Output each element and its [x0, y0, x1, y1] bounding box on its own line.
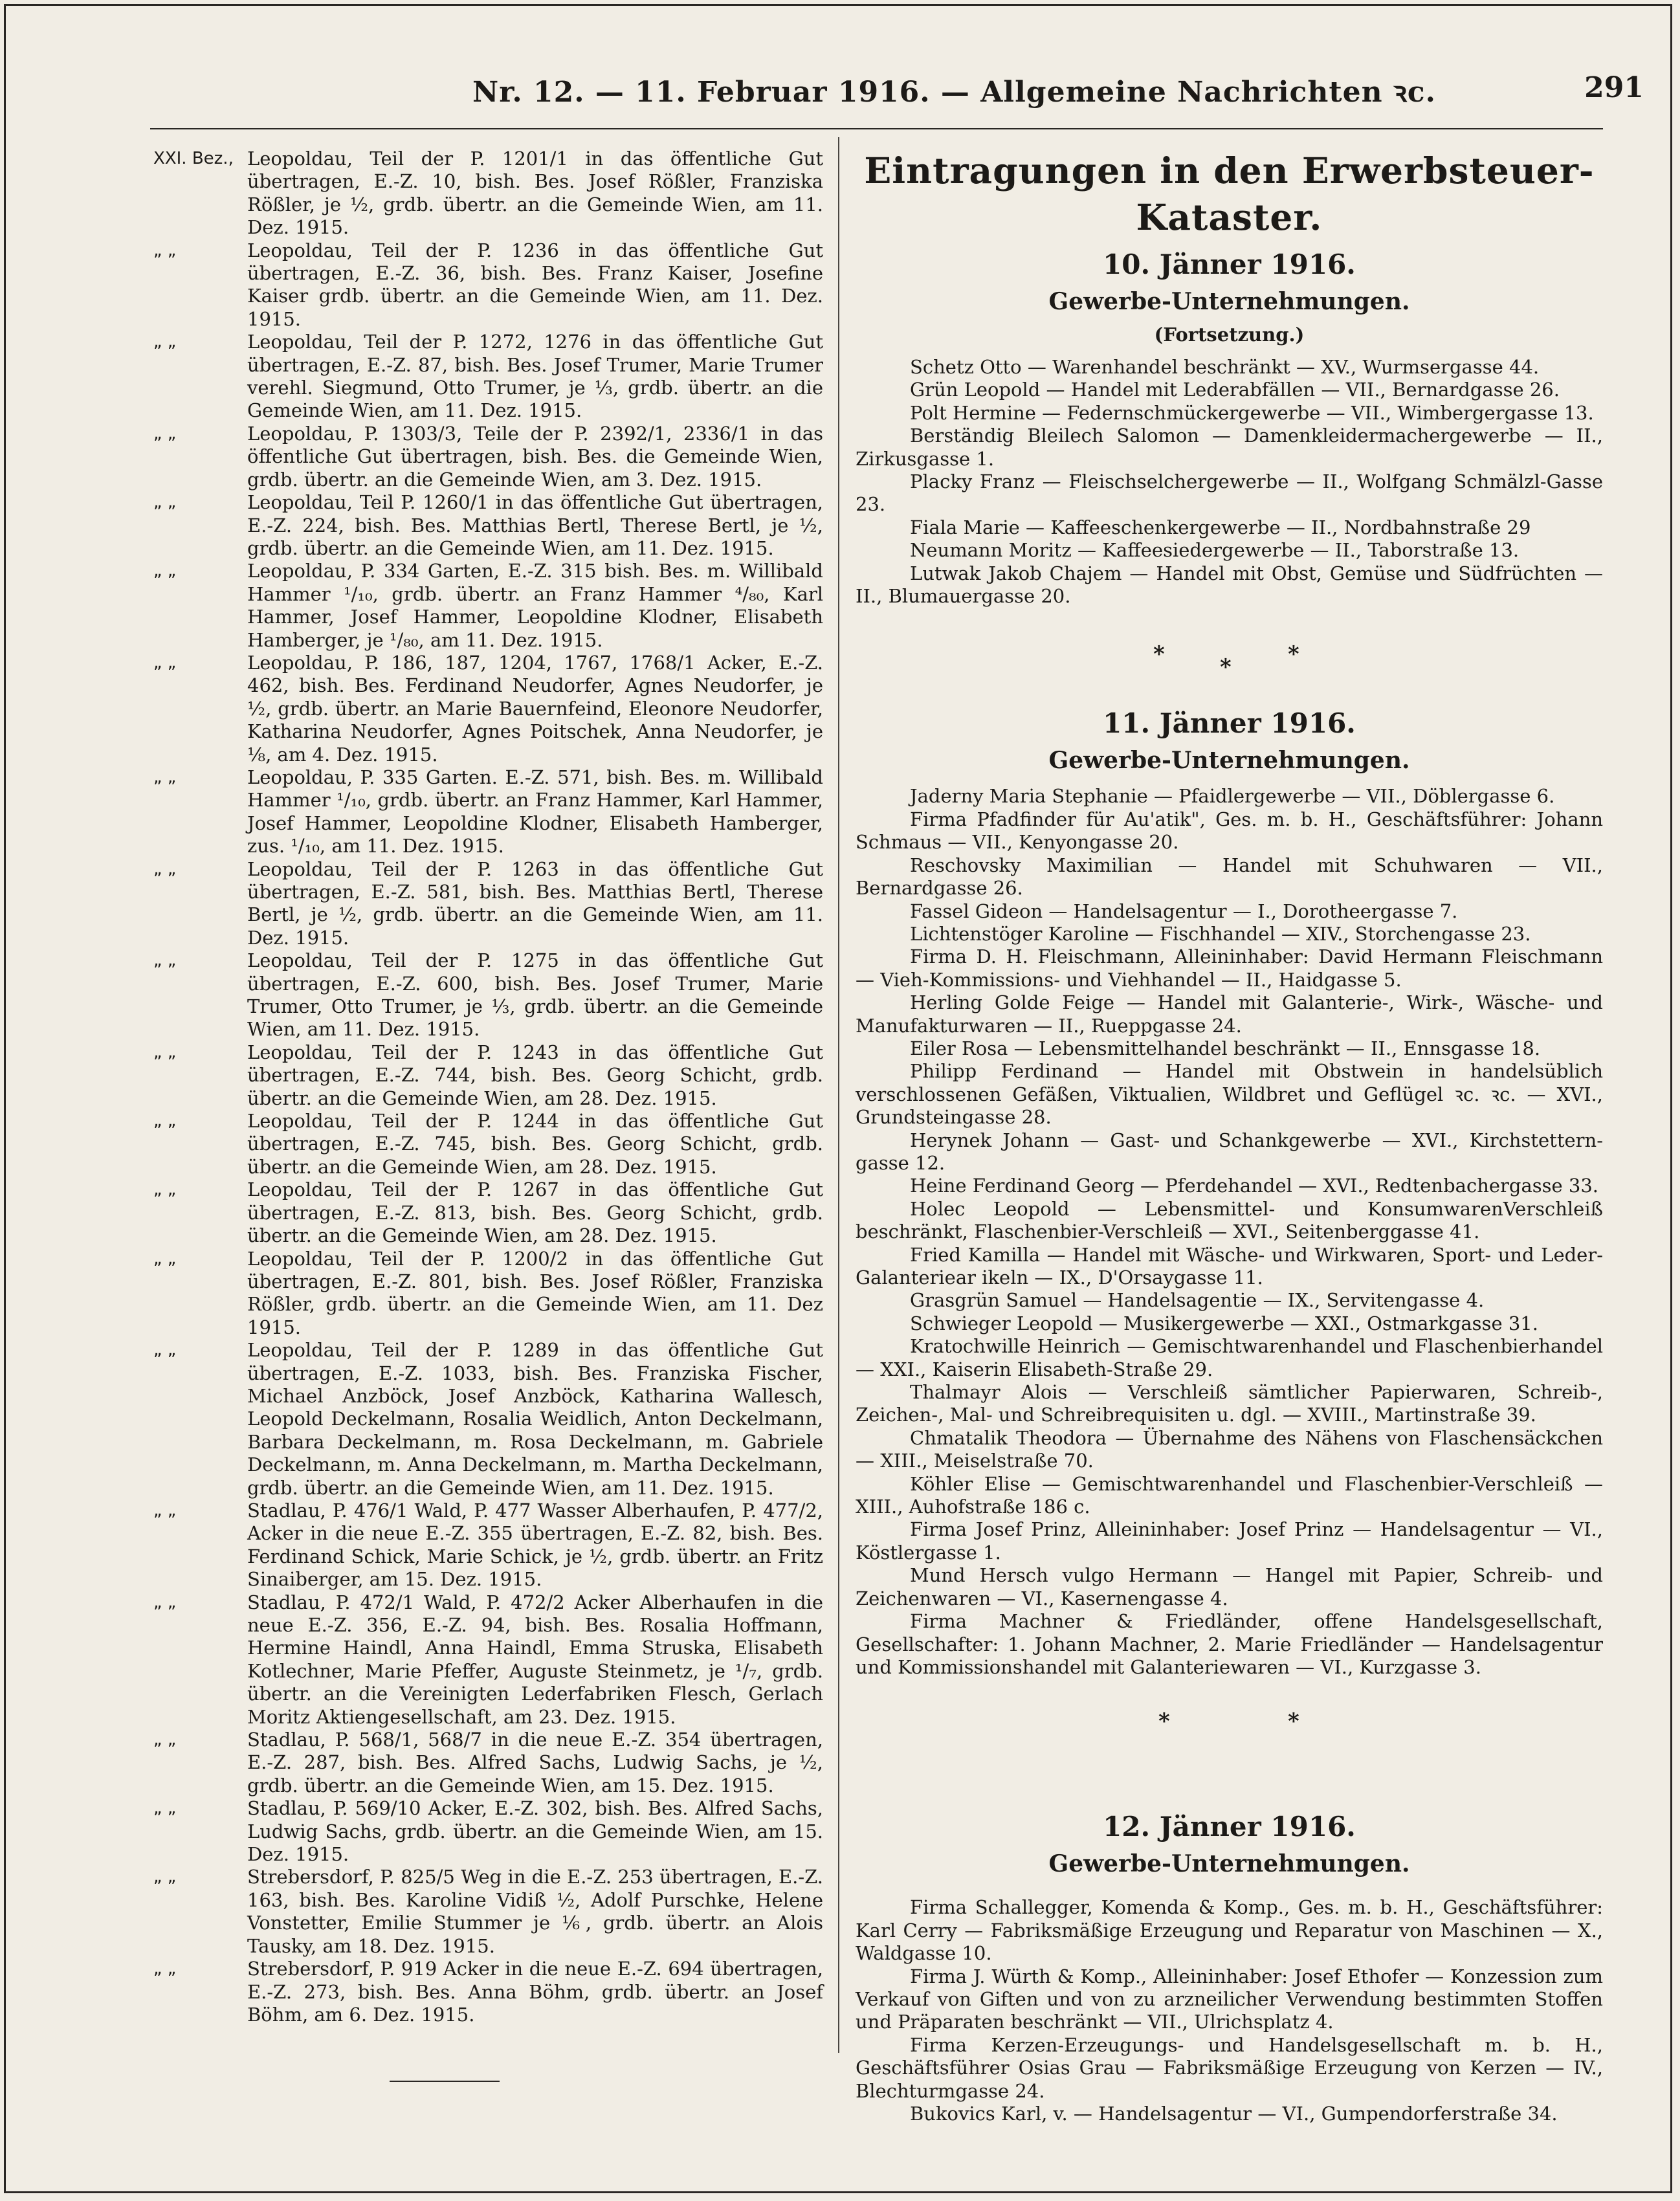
land-entry [150, 1339, 823, 1499]
tax-entry: Grün Leopold — Handel mit Lederabfällen — VII., Bernardgasse 26. [910, 379, 1560, 401]
entry-text: Leopoldau, P. 186, 187, 1204, 1767, 1768/1 Acker, E.-Z. 462, bish. Bes. Ferdinand Neudorfer, Agnes Neudorfer, je ½, grdb. übertr. an Marie Bauernfeind, Eleonore Neudorfer, Katharina Neudorfer, Agnes Poitschek, Anna Neudorfer, je ⅛, am 4. Dez. 1915. [247, 651, 823, 766]
entry-district-prefix: „ „ [153, 1340, 177, 1360]
land-entry [150, 560, 823, 652]
tax-entry: Bukovics Karl, v. — Handelsagentur — VI., Gumpendorferstraße 34. [910, 2102, 1558, 2125]
land-entry [150, 1248, 823, 1340]
entry-text: Stadlau, P. 472/1 Wald, P. 472/2 Acker Alberhaufen in die neue E.-Z. 356, E.-Z. 94, bish. Bes. Rosalia Hoffmann, Hermine Haindl, Anna Haindl, Emma Struska, Elisabeth Kotlechner, Marie Pfeffer, Auguste Steinmetz, je ¹/₇, grdb. übertr. an die Vereinigten Lederfabriken Flesch, Gerlach Moritz Aktiengesellschaft, am 23. Dez. 1915. [247, 1591, 823, 1728]
entry-district-prefix: „ „ [153, 240, 177, 260]
entry-text: Leopoldau, Teil der P. 1267 in das öffentliche Gut übertragen, E.-Z. 813, bish. Bes. Georg Schicht, grdb. übertr. an die Gemeinde Wien, am 28. Dez. 1915. [247, 1178, 823, 1247]
land-entry [150, 766, 823, 858]
main-title: Eintragungen in den Erwerbsteuer-Kataster. [864, 149, 1595, 238]
tax-entry: Jaderny Maria Stephanie — Pfaidlergewerbe — VII., Döblergasse 6. [910, 785, 1555, 808]
entry-district-prefix: „ „ [153, 951, 177, 971]
land-entry [150, 652, 823, 766]
land-entry [150, 491, 823, 560]
land-entry [150, 239, 823, 331]
tax-entry: Firma Kerzen-Erzeugungs- und Handelsgesellschaft m. b. H., Geschäftsführer Osias Grau — Fabriksmäßige Erzeugung von Kerzen — IV., Blechturmgasse 24. [856, 2033, 1603, 2102]
date-heading: 12. Jänner 1916. [1103, 1811, 1356, 1843]
entry-text: Stadlau, P. 568/1, 568/7 in die neue E.-Z. 354 übertragen, E.-Z. 287, bish. Bes. Alfred Sachs, Ludwig Sachs, je ½, grdb. übertr. an die Gemeinde Wien, am 15. Dez. 1915. [247, 1729, 823, 1797]
entry-district-prefix: „ „ [153, 1798, 177, 1819]
land-entry [150, 331, 823, 423]
entry-district-prefix: „ „ [153, 1111, 177, 1131]
page-number: 291 [1584, 71, 1644, 104]
entry-text: Leopoldau, Teil der P. 1201/1 in das öffentliche Gut übertragen, E.-Z. 10, bish. Bes. Josef Rößler, Franziska Rößler, je ½, grdb. übertr. an die Gemeinde Wien, am 11. Dez. 1915. [247, 148, 823, 239]
entry-district-prefix: „ „ [153, 767, 177, 787]
entry-text: Leopoldau, Teil der P. 1200/2 in das öffentliche Gut übertragen, E.-Z. 801, bish. Bes. Josef Rößler, Franziska Rößler, grdb. übertr. an die Gemeinde Wien, am 11. Dez 1915. [247, 1247, 823, 1338]
entry-text: Strebersdorf, P. 919 Acker in die neue E.-Z. 694 übertragen, E.-Z. 273, bish. Bes. Anna Böhm, grdb. übertr. an Josef Böhm, am 6. Dez. 1915. [247, 1958, 823, 2026]
page-header [0, 71, 1680, 110]
header-text: Nr. 12. — 11. Februar 1916. — Allgemeine Nachrichten ꝛc. [472, 76, 1436, 109]
tax-entry: Berständig Bleilech Salomon — Damenkleidermachergewerbe — II., Zirkusgasse 1. [856, 425, 1603, 470]
tax-entry: Firma J. Würth & Komp., Alleininhaber: Josef Ethofer — Konzession zum Verkauf von Giften und von zu arzneilicher Verwendung bestimmten Stoffen und Präparaten beschränkt — VII., Ulrichsplatz 4. [856, 1965, 1603, 2033]
entry-district-prefix: „ „ [153, 859, 177, 879]
tax-entry: Köhler Elise — Gemischtwarenhandel und Flaschenbier-Verschleiß — XIII., Auhofstraße 186 c. [856, 1472, 1603, 1518]
entry-district-prefix: „ „ [153, 1867, 177, 1887]
tax-entry: Neumann Moritz — Kaffeesiedergewerbe — II., Taborstraße 13. [910, 539, 1520, 562]
land-entry [150, 858, 823, 950]
tax-entry: Lichtenstöger Karoline — Fischhandel — XIV., Storchengasse 23. [910, 922, 1531, 945]
land-entry [150, 1797, 823, 1866]
tax-entry: Schetz Otto — Warenhandel beschränkt — XV., Wurmsergasse 44. [910, 356, 1540, 378]
column-divider [838, 137, 839, 2053]
tax-entry: Grasgrün Samuel — Handelsagentie — IX., Servitengasse 4. [910, 1289, 1485, 1312]
date-heading: 11. Jänner 1916. [1103, 707, 1356, 740]
tax-entry: Lutwak Jakob Chajem — Handel mit Obst, Gemüse und Südfrüchten — II., Blumauergasse 20. [856, 562, 1603, 608]
tax-entry: Polt Hermine — Federnschmückergewerbe — VII., Wimbergergasse 13. [910, 401, 1594, 424]
section-title: Gewerbe-Unternehmungen. [1048, 747, 1410, 775]
entry-text: Leopoldau, Teil der P. 1289 in das öffentliche Gut übertragen, E.-Z. 1033, bish. Bes. Franziska Fischer, Michael Anzböck, Josef Anzböck, Katharina Wallesch, Leopold Deckelmann, Rosalia Weidlich, Anton Deckelmann, Barbara Deckelmann, m. Rosa Deckelmann, m. Gabriele Deckelmann, m. Anna Deckelmann, m. Martha Deckelmann, grdb. übertr. an die Gemeinde Wien, am 11. Dez. 1915. [247, 1339, 823, 1499]
continued-note: (Fortsetzung.) [1154, 324, 1305, 346]
tax-entry: Fassel Gideon — Handelsagentur — I., Dorotheergasse 7. [910, 900, 1458, 922]
entry-district-prefix: „ „ [153, 1042, 177, 1062]
tax-entry: Placky Franz — Fleischselchergewerbe — II., Wolfgang Schmälzl-Gasse 23. [856, 470, 1603, 516]
entry-district-prefix: „ „ [153, 561, 177, 581]
entry-text: Leopoldau, Teil der P. 1263 in das öffentliche Gut übertragen, E.-Z. 581, bish. Bes. Matthias Bertl, Therese Bertl, je ½, grdb. übertr. an die Gemeinde Wien, am 11. Dez. 1915. [247, 857, 823, 949]
land-entry [150, 1178, 823, 1247]
tax-entry: Reschovsky Maximilian — Handel mit Schuhwaren — VII., Bernardgasse 26. [856, 854, 1603, 900]
tax-entries-list [856, 785, 1603, 1679]
entry-district-prefix: „ „ [153, 1730, 177, 1750]
tax-entry: Firma D. H. Fleischmann, Alleininhaber: David Hermann Fleischmann — Vieh-Kommissions- und Viehhandel — II., Haidgasse 5. [856, 946, 1603, 991]
entry-district-prefix: XXI. Bez., [153, 149, 234, 168]
land-entry [150, 1958, 823, 2026]
entry-district-prefix: „ „ [153, 1248, 177, 1268]
entry-district-prefix: „ „ [153, 423, 177, 443]
entry-district-prefix: „ „ [153, 652, 177, 672]
header-rule [150, 128, 1603, 129]
tax-entry: Firma Schallegger, Komenda & Komp., Ges. m. b. H., Geschäftsführer: Karl Cerry — Fabriksmäßige Erzeugung und Reparatur von Maschinen — X., Waldgasse 10. [856, 1896, 1603, 1965]
date-heading: 10. Jänner 1916. [1103, 249, 1356, 280]
tax-entry: Firma Josef Prinz, Alleininhaber: Josef Prinz — Handelsagentur — VI., Köstlergasse 1. [856, 1518, 1603, 1564]
tax-entries-list [856, 1896, 1603, 2125]
land-entry [150, 1866, 823, 1958]
tax-entry: Eiler Rosa — Lebensmittelhandel beschränkt — II., Ennsgasse 18. [910, 1037, 1541, 1059]
entry-district-prefix: „ „ [153, 1959, 177, 1979]
land-entry [150, 1499, 823, 1591]
asterism-separator: * * * [1153, 641, 1299, 681]
right-column [856, 148, 1603, 2125]
land-entry [150, 148, 823, 239]
tax-entry: Mund Hersch vulgo Hermann — Hangel mit Papier, Schreib- und Zeichenwaren — VI., Kasernengasse 4. [856, 1564, 1603, 1609]
land-entry [150, 1110, 823, 1178]
land-entry [150, 423, 823, 491]
land-entry [150, 1041, 823, 1110]
land-register-entries [150, 148, 823, 2026]
entry-text: Leopoldau, P. 335 Garten. E.-Z. 571, bish. Bes. m. Willibald Hammer ¹/₁₀, grdb. übertr. an Franz Hammer, Karl Hammer, Josef Hammer, Leopoldine Klodner, Elisabeth Hamberger, zus. ¹/₁₀, am 11. Dez. 1915. [247, 766, 823, 857]
entry-district-prefix: „ „ [153, 332, 177, 352]
entry-text: Stadlau, P. 569/10 Acker, E.-Z. 302, bish. Bes. Alfred Sachs, Ludwig Sachs, grdb. übertr. an die Gemeinde Wien, am 15. Dez. 1915. [247, 1797, 823, 1866]
tax-entry: Kratochwille Heinrich — Gemischtwarenhandel und Flaschenbierhandel — XXI., Kaiserin Elisabeth-Straße 29. [856, 1335, 1603, 1380]
tax-entry: Herling Golde Feige — Handel mit Galanterie-, Wirk-, Wäsche- und Manufakturwaren — II., Rueppgasse 24. [856, 991, 1603, 1037]
end-rule [390, 2081, 500, 2082]
land-entry [150, 949, 823, 1041]
tax-entry: Fiala Marie — Kaffeeschenkergewerbe — II., Nordbahnstraße 29 [910, 516, 1531, 538]
entry-text: Leopoldau, Teil der P. 1236 in das öffentliche Gut übertragen, E.-Z. 36, bish. Bes. Franz Kaiser, Josefine Kaiser grdb. übertr. an die Gemeinde Wien, am 11. Dez. 1915. [247, 239, 823, 330]
entry-text: Leopoldau, Teil der P. 1272, 1276 in das öffentliche Gut übertragen, E.-Z. 87, bish. Bes. Josef Trumer, Marie Trumer verehl. Siegmund, Otto Trumer, je ⅓, grdb. übertr. an die Gemeinde Wien, am 11. Dez. 1915. [247, 331, 823, 422]
entry-text: Stadlau, P. 476/1 Wald, P. 477 Wasser Alberhaufen, P. 477/2, Acker in die neue E.-Z. 355 übertragen, E.-Z. 82, bish. Bes. Ferdinand Schick, Marie Schick, je ½, grdb. übertr. an Fritz Sinaiberger, am 15. Dez. 1915. [247, 1499, 823, 1591]
tax-entry: Firma Pfadfinder für Au'atik", Ges. m. b. H., Geschäftsführer: Johann Schmaus — VII., Kenyongasse 20. [856, 808, 1603, 854]
tax-entry: Thalmayr Alois — Verschleiß sämtlicher Papierwaren, Schreib-, Zeichen-, Mal- und Schreibrequisiten u. dgl. — XVIII., Martinstraße 39. [856, 1381, 1603, 1426]
left-column [150, 148, 823, 2037]
entry-text: Strebersdorf, P. 825/5 Weg in die E.-Z. 253 übertragen, E.-Z. 163, bish. Bes. Karoline Vidiß ½, Adolf Purschke, Helene Vonstetter, Emilie Stummer je ⅙, grdb. übertr. an Alois Tausky, am 18. Dez. 1915. [247, 1866, 823, 1957]
entry-district-prefix: „ „ [153, 492, 177, 513]
entry-district-prefix: „ „ [153, 1500, 177, 1520]
entry-district-prefix: „ „ [153, 1180, 177, 1200]
entry-text: Leopoldau, Teil P. 1260/1 in das öffentliche Gut übertragen, E.-Z. 224, bish. Bes. Matthias Bertl, Therese Bertl, je ½, grdb. übertr. an die Gemeinde Wien, am 11. Dez. 1915. [247, 491, 823, 559]
tax-entries-list [856, 356, 1603, 608]
tax-entry: Chmatalik Theodora — Übernahme des Nähens von Flaschensäckchen — XIII., Meiselstraße 70. [856, 1426, 1603, 1472]
tax-entry: Heine Ferdinand Georg — Pferdehandel — XVI., Redtenbachergasse 33. [910, 1175, 1599, 1197]
entry-text: Leopoldau, P. 334 Garten, E.-Z. 315 bish. Bes. m. Willibald Hammer ¹/₁₀, grdb. übertr. an Franz Hammer ⁴/₈₀, Karl Hammer, Josef Hammer, Leopoldine Klodner, Elisabeth Hamberger, je ¹/₈₀, am 11. Dez. 1915. [247, 560, 823, 651]
asterism-separator: * * [1158, 1709, 1299, 1735]
entry-text: Leopoldau, P. 1303/3, Teile der P. 2392/1, 2336/1 in das öffentliche Gut übertragen, bish. Bes. die Gemeinde Wien, grdb. übertr. an die Gemeinde Wien, am 3. Dez. 1915. [247, 422, 823, 491]
section-title: Gewerbe-Unternehmungen. [1048, 288, 1410, 315]
land-entry [150, 1729, 823, 1797]
entry-text: Leopoldau, Teil der P. 1275 in das öffentliche Gut übertragen, E.-Z. 600, bish. Bes. Josef Trumer, Marie Trumer, Otto Trumer, je ⅓, grdb. übertr. an die Gemeinde Wien, am 11. Dez. 1915. [247, 949, 823, 1041]
tax-entry: Herynek Johann — Gast- und Schankgewerbe — XVI., Kirchstettern-gasse 12. [856, 1129, 1603, 1174]
tax-entry: Holec Leopold — Lebensmittel- und KonsumwarenVerschleiß beschränkt, Flaschenbier-Verschleiß — XVI., Seitenberggasse 41. [856, 1197, 1603, 1243]
tax-entry: Fried Kamilla — Handel mit Wäsche- und Wirkwaren, Sport- und Leder-Galanteriear ikeln — IX., D'Orsaygasse 11. [856, 1243, 1603, 1289]
tax-entry: Philipp Ferdinand — Handel mit Obstwein in handelsüblich verschlossenen Gefäßen, Viktualien, Wildbret und Geflügel ꝛc. ꝛc. — XVI., Grundsteingasse 28. [856, 1060, 1603, 1129]
entry-text: Leopoldau, Teil der P. 1244 in das öffentliche Gut übertragen, E.-Z. 745, bish. Bes. Georg Schicht, grdb. übertr. an die Gemeinde Wien, am 28. Dez. 1915. [247, 1110, 823, 1178]
section-title: Gewerbe-Unternehmungen. [1048, 1850, 1410, 1878]
entry-text: Leopoldau, Teil der P. 1243 in das öffentliche Gut übertragen, E.-Z. 744, bish. Bes. Georg Schicht, grdb. übertr. an die Gemeinde Wien, am 28. Dez. 1915. [247, 1041, 823, 1109]
entry-district-prefix: „ „ [153, 1592, 177, 1612]
tax-entry: Firma Machner & Friedländer, offene Handelsgesellschaft, Gesellschafter: 1. Johann Machner, 2. Marie Friedländer — Handelsagentur und Kommissionshandel mit Galanteriewaren — VI., Kurzgasse 3. [856, 1610, 1603, 1678]
land-entry [150, 1591, 823, 1729]
tax-entry: Schwieger Leopold — Musikergewerbe — XXI., Ostmarkgasse 31. [910, 1312, 1538, 1334]
